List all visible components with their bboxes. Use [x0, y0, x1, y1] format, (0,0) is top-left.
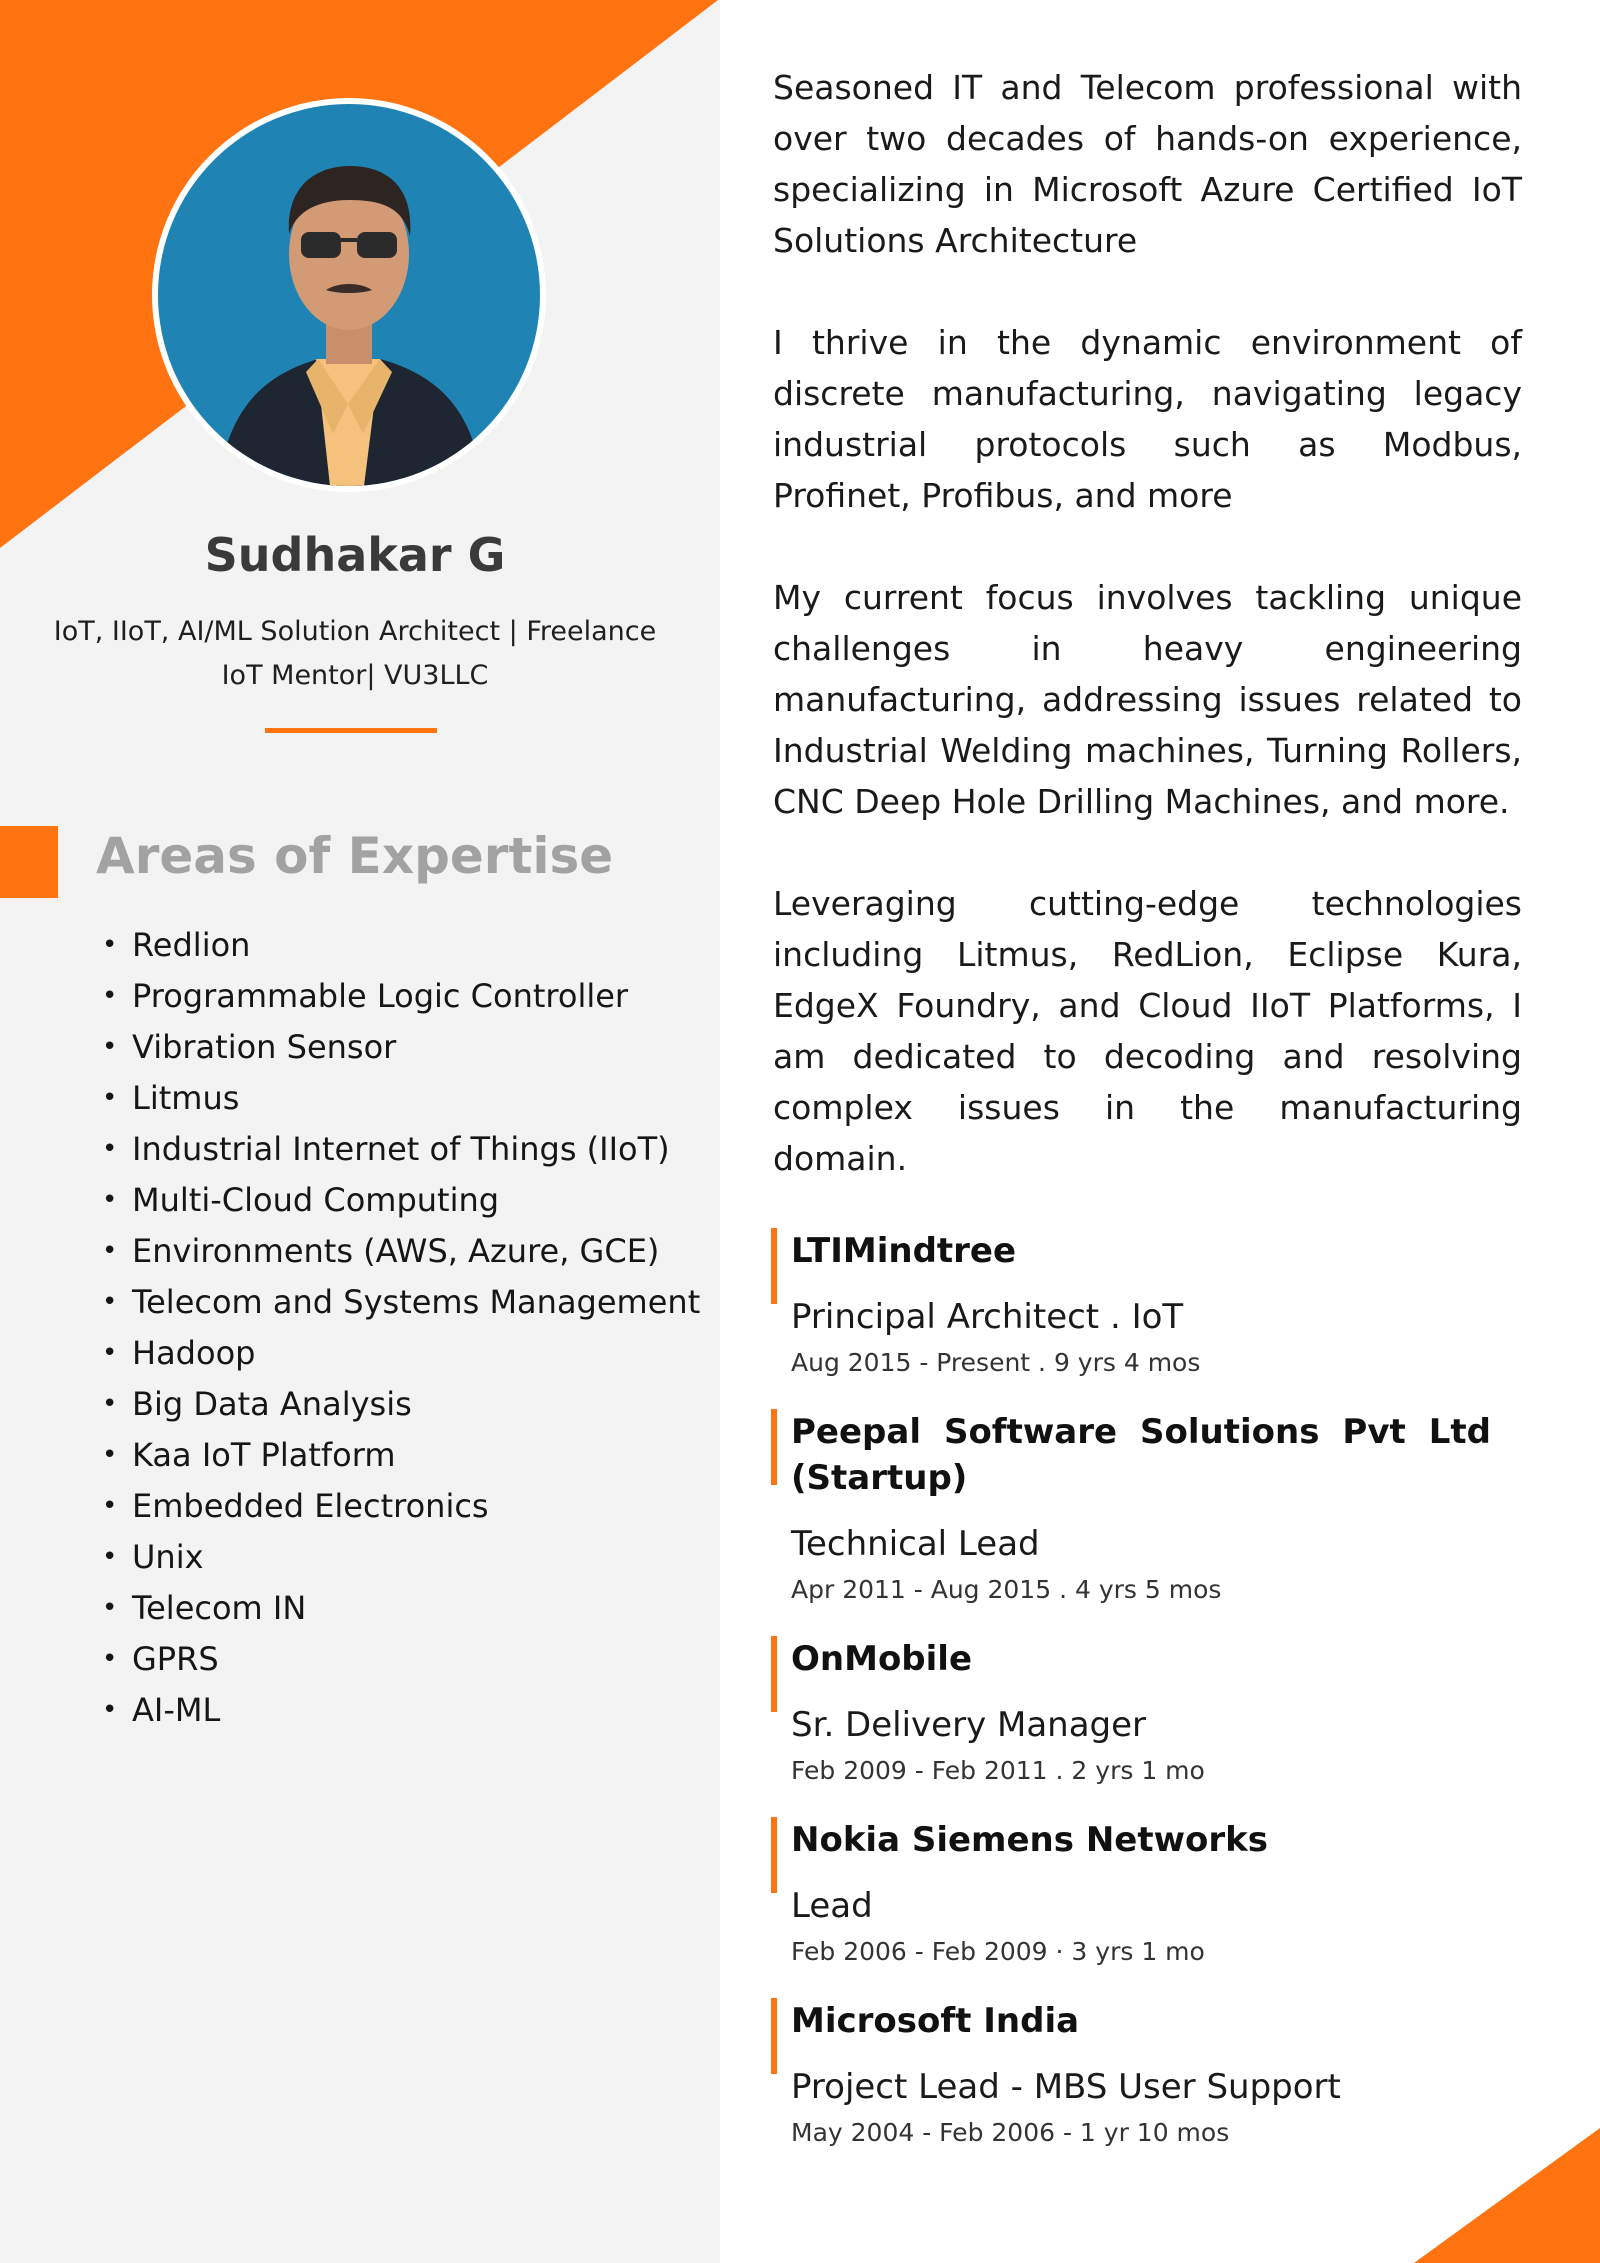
- list-item: • Telecom IN: [132, 1583, 720, 1634]
- sidebar: [0, 0, 720, 2263]
- summary-paragraph: Seasoned IT and Telecom professional with over two decades of hands-on experience, specializing in Microsoft Azure Certified IoT Solutions Architecture: [773, 68, 1522, 260]
- experience-entry: [771, 1636, 1491, 1788]
- profile-name: Sudhakar G: [204, 528, 506, 582]
- list-item: • Multi-Cloud Computing: [132, 1175, 720, 1226]
- experience-section: [771, 1228, 1491, 2179]
- job-title: Principal Architect . IoT: [791, 1297, 1184, 1337]
- list-item: • Redlion: [132, 920, 720, 971]
- job-title: Technical Lead: [791, 1524, 1040, 1564]
- entry-accent-bar: [771, 1228, 777, 1304]
- list-item: • Vibration Sensor: [132, 1022, 720, 1073]
- accent-divider: [265, 728, 437, 733]
- entry-accent-bar: [771, 1636, 777, 1712]
- list-item: • Embedded Electronics: [132, 1481, 720, 1532]
- company-name: Nokia Siemens Networks: [791, 1820, 1268, 1860]
- list-item: • Kaa IoT Platform: [132, 1430, 720, 1481]
- experience-entry: [771, 1998, 1491, 2150]
- list-item: • AI-ML: [132, 1685, 720, 1736]
- summary-paragraph: My current focus involves tackling unique challenges in heavy engineering manufacturing, addressing issues related to Industrial Welding machines, Turning Rollers, CNC Deep Hole Drilling Machines, and more.: [773, 578, 1522, 821]
- job-title: Project Lead - MBS User Support: [791, 2067, 1341, 2107]
- entry-accent-bar: [771, 1409, 777, 1485]
- company-name: Peepal Software Solutions Pvt Ltd (Startup): [791, 1412, 1491, 1498]
- entry-accent-bar: [771, 1998, 777, 2074]
- list-item: • Environments (AWS, Azure, GCE): [132, 1226, 720, 1277]
- job-dates: Feb 2009 - Feb 2011 . 2 yrs 1 mo: [791, 1756, 1205, 1785]
- job-title: Sr. Delivery Manager: [791, 1705, 1147, 1745]
- summary-paragraph: I thrive in the dynamic environment of discrete manufacturing, navigating legacy industrial protocols such as Modbus, Profinet, Profibus, and more: [773, 323, 1522, 515]
- list-item: • Programmable Logic Controller: [132, 971, 720, 1022]
- company-name: LTIMindtree: [791, 1231, 1017, 1271]
- company-name: Microsoft India: [791, 2001, 1080, 2041]
- list-item: • Telecom and Systems Management: [132, 1277, 720, 1328]
- list-item: • GPRS: [132, 1634, 720, 1685]
- expertise-heading: Areas of Expertise: [96, 827, 614, 885]
- job-dates: May 2004 - Feb 2006 - 1 yr 10 mos: [791, 2118, 1230, 2147]
- summary-section: [773, 62, 1522, 1184]
- job-title: Lead: [791, 1886, 873, 1926]
- orange-corner-decoration: [1410, 2128, 1600, 2263]
- experience-entry: [771, 1228, 1491, 1380]
- list-item: • Industrial Internet of Things (IIoT): [132, 1124, 720, 1175]
- experience-entry: [771, 1409, 1491, 1607]
- job-dates: Feb 2006 - Feb 2009 · 3 yrs 1 mo: [791, 1937, 1205, 1966]
- summary-paragraph: Leveraging cutting-edge technologies including Litmus, RedLion, Eclipse Kura, EdgeX Foundry, and Cloud IIoT Platforms, I am dedicated to decoding and resolving complex issues in the manufacturing domain.: [773, 884, 1522, 1178]
- expertise-list: [98, 920, 720, 1736]
- section-marker: [0, 826, 58, 898]
- list-item: • Litmus: [132, 1073, 720, 1124]
- entry-accent-bar: [771, 1817, 777, 1893]
- list-item: • Unix: [132, 1532, 720, 1583]
- profile-headline: IoT, IIoT, AI/ML Solution Architect | Freelance IoT Mentor| VU3LLC: [53, 616, 657, 691]
- job-dates: Aug 2015 - Present . 9 yrs 4 mos: [791, 1348, 1201, 1377]
- profile-photo: [158, 104, 540, 486]
- avatar: [152, 98, 546, 492]
- job-dates: Apr 2011 - Aug 2015 . 4 yrs 5 mos: [791, 1575, 1222, 1604]
- experience-entry: [771, 1817, 1491, 1969]
- list-item: • Big Data Analysis: [132, 1379, 720, 1430]
- list-item: • Hadoop: [132, 1328, 720, 1379]
- company-name: OnMobile: [791, 1639, 973, 1679]
